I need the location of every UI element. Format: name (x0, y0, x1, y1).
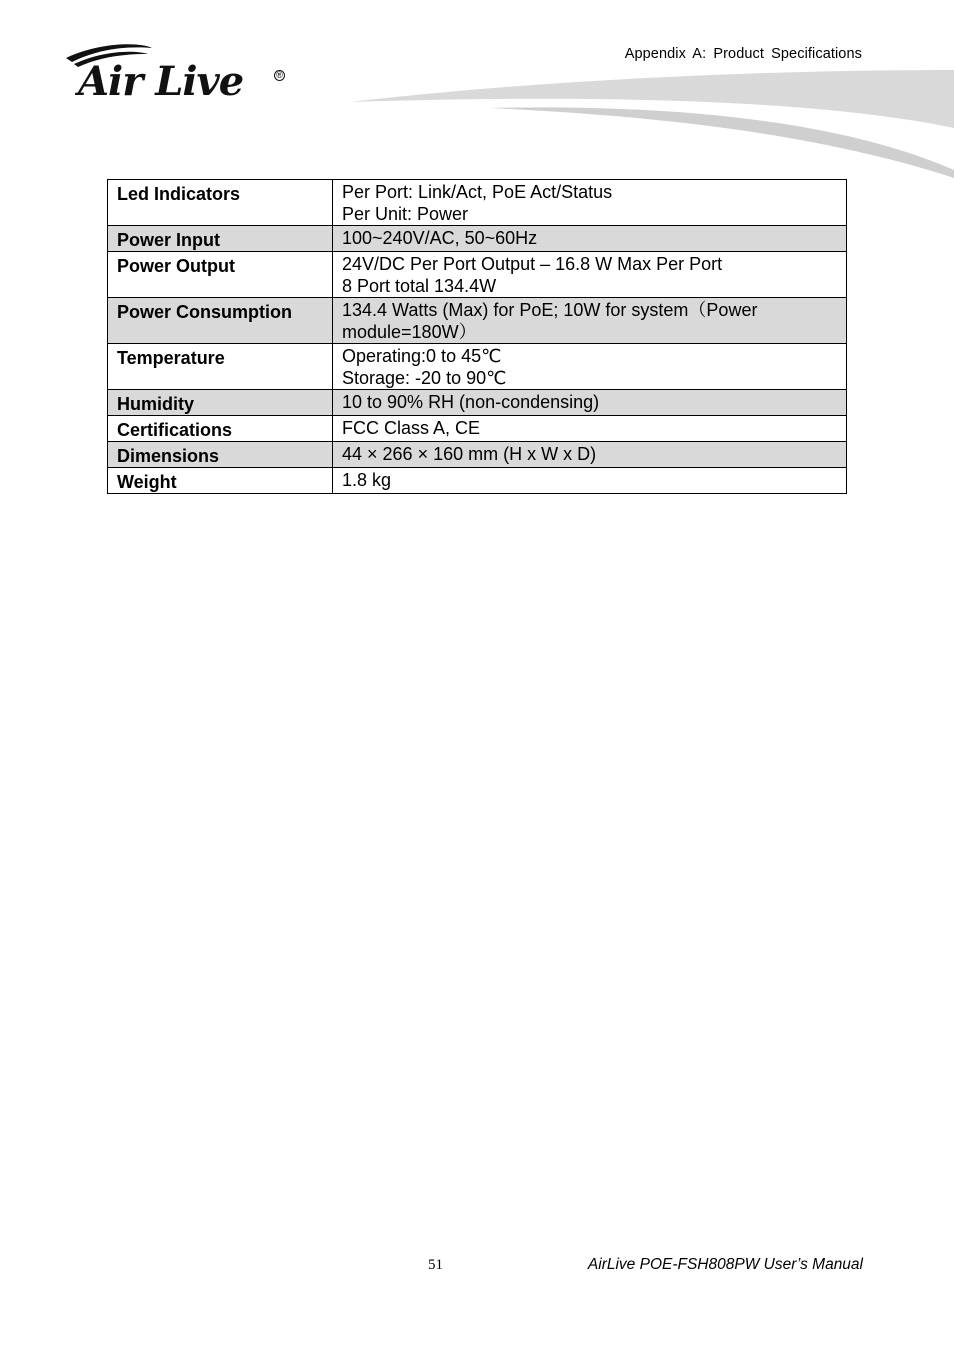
spec-value-line: 24V/DC Per Port Output – 16.8 W Max Per Port (342, 254, 723, 274)
spec-value-line: FCC Class A, CE (342, 418, 481, 438)
spec-row (108, 226, 847, 252)
header-swoosh-graphic (340, 60, 954, 190)
spec-value-line: 134.4 Watts (Max) for PoE; 10W for system（Power (342, 300, 758, 320)
spec-label: Weight (108, 468, 333, 494)
spec-value (333, 226, 847, 252)
spec-value (333, 180, 847, 226)
manual-title: AirLive POE-FSH808PW User’s Manual (587, 1256, 863, 1273)
spec-value-line: Per Port: Link/Act, PoE Act/Status (342, 182, 613, 202)
spec-value (333, 390, 847, 416)
spec-value (333, 416, 847, 442)
spec-value (333, 252, 847, 298)
spec-value-line: Storage: -20 to 90℃ (342, 368, 507, 388)
spec-value-line: Per Unit: Power (342, 204, 469, 224)
spec-row (108, 390, 847, 416)
spec-label: Certifications (108, 416, 333, 442)
airlive-logo: Air Live (78, 58, 244, 105)
spec-value (333, 468, 847, 494)
spec-value-line: 8 Port total 134.4W (342, 276, 497, 296)
spec-label: Led Indicators (108, 180, 333, 226)
spec-row (108, 442, 847, 468)
section-title: Appendix A: Product Specifications (624, 46, 862, 62)
spec-row (108, 416, 847, 442)
spec-value (333, 344, 847, 390)
spec-row (108, 180, 847, 226)
spec-row (108, 344, 847, 390)
registered-mark: ® (274, 70, 285, 81)
spec-row (108, 298, 847, 344)
spec-label: Power Consumption (108, 298, 333, 344)
spec-value-line: module=180W） (342, 322, 477, 342)
spec-label: Dimensions (108, 442, 333, 468)
spec-value (333, 298, 847, 344)
page-number: 51 (428, 1257, 443, 1273)
spec-label: Temperature (108, 344, 333, 390)
spec-value-line: 100~240V/AC, 50~60Hz (342, 228, 538, 248)
spec-label: Power Input (108, 226, 333, 252)
spec-label: Humidity (108, 390, 333, 416)
spec-value-line: Operating:0 to 45℃ (342, 346, 502, 366)
specifications-table (107, 179, 847, 494)
spec-value-line: 10 to 90% RH (non-condensing) (342, 392, 600, 412)
spec-row (108, 252, 847, 298)
spec-value (333, 442, 847, 468)
spec-value-line: 1.8 kg (342, 470, 392, 490)
spec-row (108, 468, 847, 494)
spec-value-line: 44 × 266 × 160 mm (H x W x D) (342, 444, 597, 464)
spec-label: Power Output (108, 252, 333, 298)
